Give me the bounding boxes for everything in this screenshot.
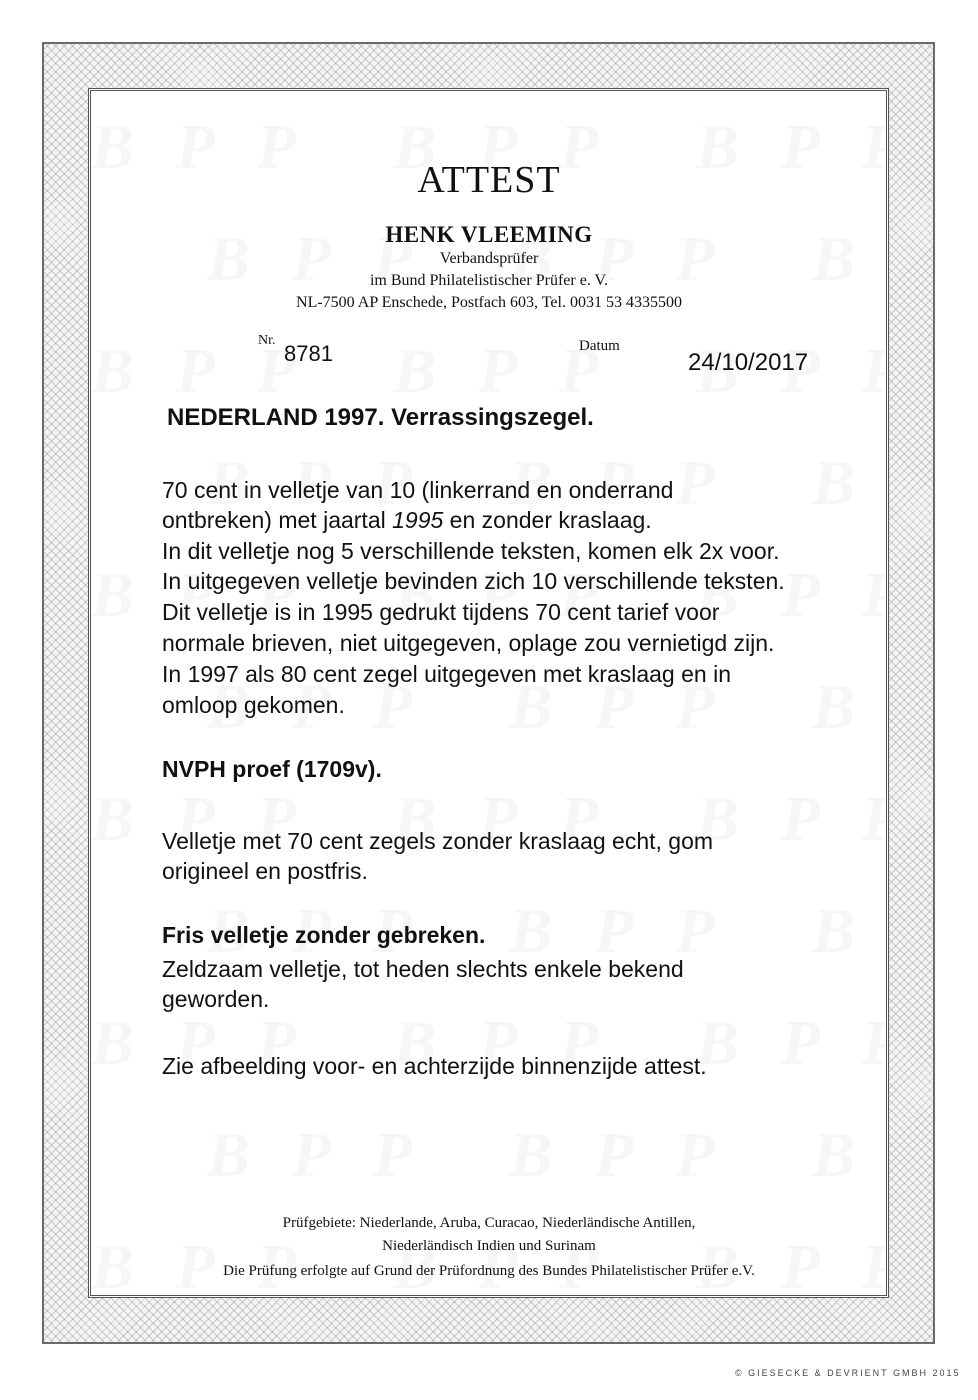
footer-areas-cont: Niederländisch Indien und Surinam (382, 1238, 596, 1254)
nr-label: Nr. (258, 333, 276, 348)
rarity-line: geworden. (162, 986, 270, 1012)
quality-heading: Fris velletje zonder gebreken. (162, 922, 486, 948)
year-italic: 1995 (392, 507, 444, 533)
certificate-date: 24/10/2017 (688, 349, 809, 376)
copyright-notice: © GIESECKE & DEVRIENT GMBH 2015 (735, 1368, 961, 1378)
examiner-association: im Bund Philatelistischer Prüfer e. V. (369, 272, 609, 289)
footer-areas: Prüfgebiete: Niederlande, Aruba, Curacao, Niederländische Antillen, (282, 1215, 696, 1231)
description-line: 70 cent in velletje van 10 (linkerrand en onderrand (162, 477, 674, 503)
description-line: In uitgegeven velletje bevinden zich 10 verschillende teksten. (162, 568, 785, 594)
footer-regulation: Die Prüfung erfolgte auf Grund der Prüfordnung des Bundes Philatelistischer Prüfer e.V. (223, 1263, 755, 1279)
description-line: In 1997 als 80 cent zegel uitgegeven met kraslaag en in (162, 661, 731, 687)
condition-line: Velletje met 70 cent zegels zonder kraslaag echt, gom (162, 828, 714, 854)
certificate-number: 8781 (284, 341, 333, 366)
rarity-line: Zeldzaam velletje, tot heden slechts enkele bekend (162, 956, 684, 982)
description-line: omloop gekomen. (162, 692, 345, 718)
examiner-role: Verbandsprüfer (439, 250, 539, 267)
nvph-heading: NVPH proef (1709v). (162, 756, 382, 782)
examiner-address: NL-7500 AP Enschede, Postfach 603, Tel. 0031 53 4335500 (296, 294, 682, 311)
description-line: Dit velletje is in 1995 gedrukt tijdens 70 cent tarief voor (162, 599, 720, 625)
condition-line: origineel en postfris. (162, 858, 368, 884)
subject-heading: NEDERLAND 1997. Verrassingszegel. (167, 404, 594, 431)
description-line: ontbreken) met jaartal 1995 en zonder kraslaag. (162, 507, 652, 533)
image-note: Zie afbeelding voor- en achterzijde binnenzijde attest. (162, 1053, 707, 1079)
examiner-name: HENK VLEEMING (385, 222, 593, 247)
datum-label: Datum (579, 338, 620, 354)
description-line: In dit velletje nog 5 verschillende teksten, komen elk 2x voor. (162, 538, 780, 564)
certificate-title: ATTEST (417, 159, 561, 201)
description-line: normale brieven, niet uitgegeven, oplage zou vernietigd zijn. (162, 630, 775, 656)
